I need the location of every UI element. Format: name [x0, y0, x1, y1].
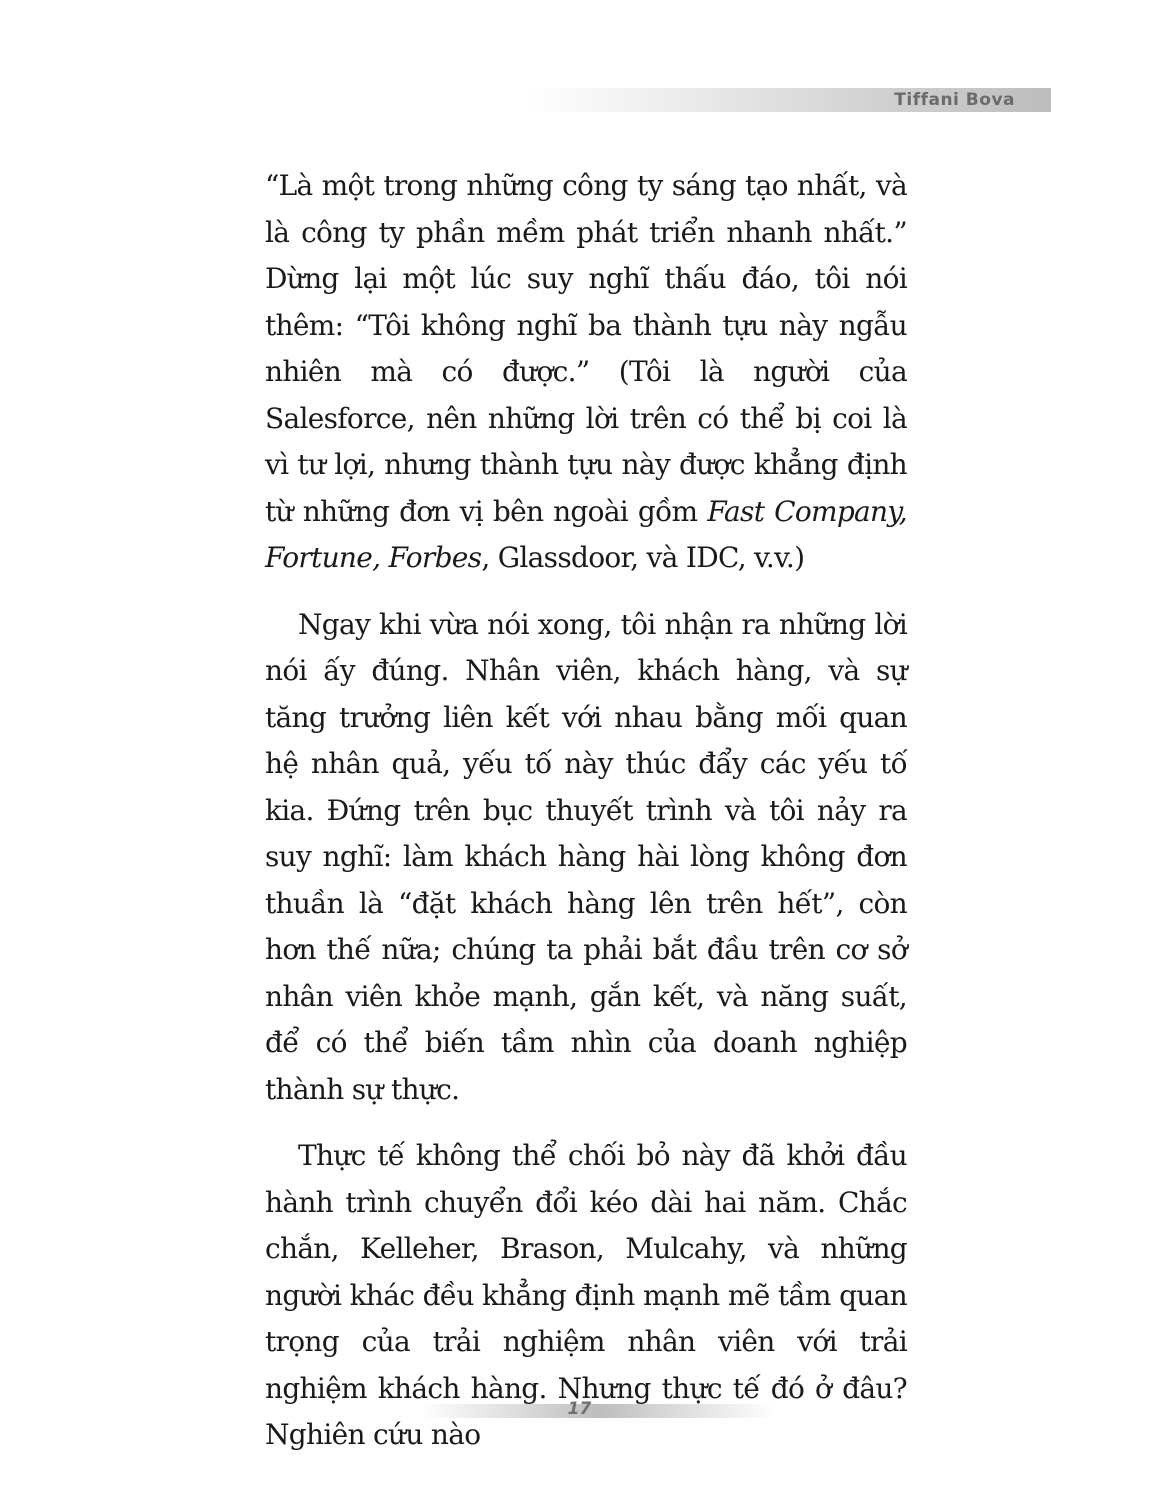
paragraph-2: Ngay khi vừa nói xong, tôi nhận ra những lời nói ấy đúng. Nhân viên, khách hàng, và sự tăng trưởng liên kết với nhau bằng mối quan hệ nhân quả, yếu tố này thúc đẩy các yếu tố kia. Đứng trên bục thuyết trình và tôi nảy ra suy nghĩ: làm khách hàng hài lòng không đơn thuần là “đặt khách hàng lên trên hết”, còn hơn thế nữa; chúng ta phải bắt đầu trên cơ sở nhân viên khỏe mạnh, gắn kết, và năng suất, để có thể biến tầm nhìn của doanh nghiệp thành sự thực.	[265, 607, 907, 1106]
paragraph-1-italic-publications: Fast Company, Fortune, Forbes	[265, 494, 907, 574]
paragraph-1-text-b: , Glassdoor, và IDC, v.v.)	[481, 541, 805, 574]
paragraph-1	[265, 163, 907, 582]
page-number: 17	[567, 1399, 592, 1419]
paragraph-3: Thực tế không thể chối bỏ này đã khởi đầu hành trình chuyển đổi kéo dài hai năm. Chắc chắn, Kelleher, Brason, Mulcahy, và những người khác đều khẳng định mạnh mẽ tầm quan trọng của trải nghiệm nhân viên với trải nghiệm khách hàng. Nhưng thực tế đó ở đâu? Nghiên cứu nào	[265, 1139, 907, 1451]
running-header-author: Tiffani Bova	[894, 90, 1015, 110]
paragraph-1-text-a: “Là một trong những công ty sáng tạo nhất, và là công ty phần mềm phát triển nhanh nhất.” Dừng lại một lúc suy nghĩ thấu đáo, tôi nói thêm: “Tôi không nghĩ ba thành tựu này ngẫu nhiên mà có được.” (Tôi là người của Salesforce, nên những lời trên có thể bị coi là vì tư lợi, nhưng thành tựu này được khẳng định từ những đơn vị bên ngoài gồm	[265, 169, 907, 528]
page-body	[265, 163, 907, 1479]
